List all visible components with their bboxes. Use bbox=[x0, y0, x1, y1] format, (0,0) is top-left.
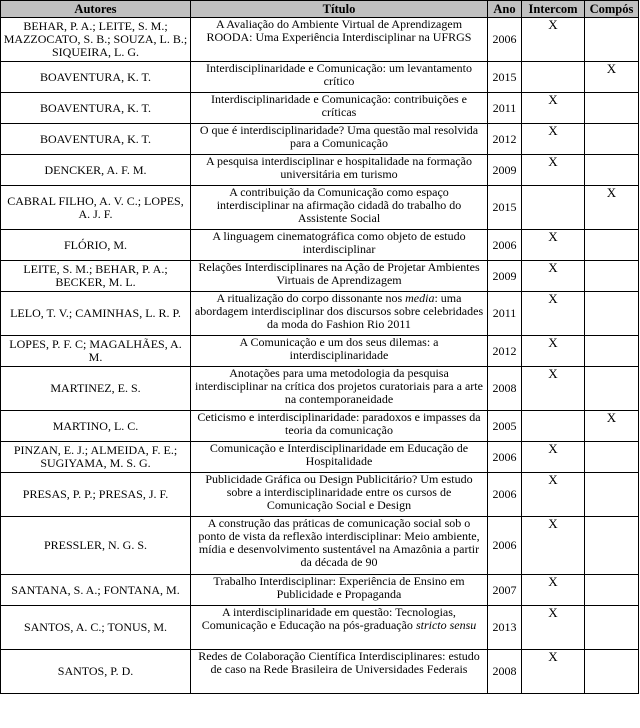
titulo-cell: Interdisciplinaridade e Comunicação: contribuições e críticas bbox=[191, 93, 488, 124]
intercom-cell: X bbox=[522, 606, 585, 650]
intercom-cell: X bbox=[522, 292, 585, 336]
compos-cell: X bbox=[585, 411, 639, 442]
intercom-cell: X bbox=[522, 517, 585, 575]
intercom-cell: X bbox=[522, 336, 585, 367]
table-row bbox=[1, 606, 639, 650]
table-row bbox=[1, 411, 639, 442]
autores-cell: FLÓRIO, M. bbox=[1, 230, 191, 261]
autores-cell: DENCKER, A. F. M. bbox=[1, 155, 191, 186]
intercom-cell: X bbox=[522, 367, 585, 411]
compos-cell bbox=[585, 230, 639, 261]
header-autores: Autores bbox=[1, 1, 191, 18]
intercom-cell: X bbox=[522, 155, 585, 186]
titulo-cell: Publicidade Gráfica ou Design Publicitário? Um estudo sobre a interdisciplinaridade entre os cursos de Comunicação Social e Design bbox=[191, 473, 488, 517]
titulo-cell: Relações Interdisciplinares na Ação de Projetar Ambientes Virtuais de Aprendizagem bbox=[191, 261, 488, 292]
table-row bbox=[1, 18, 639, 62]
intercom-cell: X bbox=[522, 230, 585, 261]
table-row bbox=[1, 62, 639, 93]
autores-cell: SANTOS, A. C.; TONUS, M. bbox=[1, 606, 191, 650]
table-row bbox=[1, 517, 639, 575]
header-compos: Compós bbox=[585, 1, 639, 18]
ano-cell: 2009 bbox=[488, 155, 522, 186]
ano-cell: 2009 bbox=[488, 261, 522, 292]
table-row bbox=[1, 442, 639, 473]
ano-cell: 2012 bbox=[488, 336, 522, 367]
ano-cell: 2007 bbox=[488, 575, 522, 606]
titulo-cell: Comunicação e Interdisciplinaridade em Educação de Hospitalidade bbox=[191, 442, 488, 473]
titulo-cell: Trabalho Interdisciplinar: Experiência de Ensino em Publicidade e Propaganda bbox=[191, 575, 488, 606]
ano-cell: 2011 bbox=[488, 93, 522, 124]
titulo-cell: A Comunicação e um dos seus dilemas: a interdisciplinaridade bbox=[191, 336, 488, 367]
compos-cell bbox=[585, 575, 639, 606]
table-row bbox=[1, 292, 639, 336]
header-ano: Ano bbox=[488, 1, 522, 18]
intercom-cell: X bbox=[522, 124, 585, 155]
ano-cell: 2006 bbox=[488, 473, 522, 517]
autores-cell: LOPES, P. F. C; MAGALHÃES, A. M. bbox=[1, 336, 191, 367]
autores-cell: PRESSLER, N. G. S. bbox=[1, 517, 191, 575]
autores-cell: PINZAN, E. J.; ALMEIDA, F. E.; SUGIYAMA, M. S. G. bbox=[1, 442, 191, 473]
autores-cell: BOAVENTURA, K. T. bbox=[1, 93, 191, 124]
header-intercom: Intercom bbox=[522, 1, 585, 18]
intercom-cell: X bbox=[522, 261, 585, 292]
table-row bbox=[1, 155, 639, 186]
titulo-cell: A contribuição da Comunicação como espaço interdisciplinar na afirmação cidadã do trabalho do Assistente Social bbox=[191, 186, 488, 230]
ano-cell: 2005 bbox=[488, 411, 522, 442]
ano-cell: 2015 bbox=[488, 62, 522, 93]
intercom-cell: X bbox=[522, 93, 585, 124]
titulo-cell bbox=[191, 606, 488, 650]
titulo-cell: Anotações para uma metodologia da pesquisa interdisciplinar na crítica dos projetos curatoriais para a arte na contemporaneidade bbox=[191, 367, 488, 411]
table-row bbox=[1, 93, 639, 124]
intercom-cell: X bbox=[522, 18, 585, 62]
compos-cell bbox=[585, 292, 639, 336]
compos-cell bbox=[585, 517, 639, 575]
titulo-cell: Redes de Colaboração Científica Interdisciplinares: estudo de caso na Rede Brasileira de Universidades Federais bbox=[191, 650, 488, 694]
compos-cell bbox=[585, 367, 639, 411]
titulo-part: A interdisciplinaridade em questão: Tecnologias, Comunicação e Educação na pós-graduação stricto sensu bbox=[201, 605, 477, 632]
table-row bbox=[1, 575, 639, 606]
table-row bbox=[1, 261, 639, 292]
titulo-cell bbox=[191, 292, 488, 336]
intercom-cell: X bbox=[522, 575, 585, 606]
titulo-cell: A pesquisa interdisciplinar e hospitalidade na formação universitária em turismo bbox=[191, 155, 488, 186]
intercom-cell bbox=[522, 411, 585, 442]
titulo-cell: A Avaliação do Ambiente Virtual de Aprendizagem ROODA: Uma Experiência Interdisciplinar na UFRGS bbox=[191, 18, 488, 62]
ano-cell: 2012 bbox=[488, 124, 522, 155]
ano-cell: 2011 bbox=[488, 292, 522, 336]
header-titulo: Título bbox=[191, 1, 488, 18]
table-row bbox=[1, 230, 639, 261]
compos-cell bbox=[585, 155, 639, 186]
intercom-cell: X bbox=[522, 442, 585, 473]
autores-cell: SANTOS, P. D. bbox=[1, 650, 191, 694]
ano-cell: 2008 bbox=[488, 367, 522, 411]
ano-cell: 2006 bbox=[488, 442, 522, 473]
autores-cell: PRESAS, P. P.; PRESAS, J. F. bbox=[1, 473, 191, 517]
autores-cell: CABRAL FILHO, A. V. C.; LOPES, A. J. F. bbox=[1, 186, 191, 230]
table-row bbox=[1, 650, 639, 694]
compos-cell bbox=[585, 18, 639, 62]
autores-cell: BEHAR, P. A.; LEITE, S. M.; MAZZOCATO, S. B.; SOUZA, L. B.; SIQUEIRA, L. G. bbox=[1, 18, 191, 62]
compos-cell bbox=[585, 93, 639, 124]
autores-cell: BOAVENTURA, K. T. bbox=[1, 124, 191, 155]
autores-cell: MARTINO, L. C. bbox=[1, 411, 191, 442]
compos-cell bbox=[585, 473, 639, 517]
compos-cell: X bbox=[585, 186, 639, 230]
titulo-cell: A linguagem cinematográfica como objeto de estudo interdisciplinar bbox=[191, 230, 488, 261]
intercom-cell: X bbox=[522, 650, 585, 694]
ano-cell: 2006 bbox=[488, 18, 522, 62]
compos-cell bbox=[585, 442, 639, 473]
ano-cell: 2006 bbox=[488, 517, 522, 575]
autores-cell: SANTANA, S. A.; FONTANA, M. bbox=[1, 575, 191, 606]
titulo-cell: O que é interdisciplinaridade? Uma questão mal resolvida para a Comunicação bbox=[191, 124, 488, 155]
ano-cell: 2013 bbox=[488, 606, 522, 650]
compos-cell: X bbox=[585, 62, 639, 93]
header-row bbox=[1, 1, 639, 18]
titulo-part: A ritualização do corpo dissonante nos media: uma abordagem interdisciplinar dos discursos sobre celebridades da moda do Fashion Rio 2011 bbox=[194, 291, 484, 331]
table-row bbox=[1, 473, 639, 517]
autores-cell: LELO, T. V.; CAMINHAS, L. R. P. bbox=[1, 292, 191, 336]
table-row bbox=[1, 124, 639, 155]
table-row bbox=[1, 367, 639, 411]
compos-cell bbox=[585, 606, 639, 650]
table-row bbox=[1, 186, 639, 230]
ano-cell: 2015 bbox=[488, 186, 522, 230]
autores-cell: BOAVENTURA, K. T. bbox=[1, 62, 191, 93]
autores-cell: LEITE, S. M.; BEHAR, P. A.; BECKER, M. L. bbox=[1, 261, 191, 292]
ano-cell: 2006 bbox=[488, 230, 522, 261]
intercom-cell: X bbox=[522, 473, 585, 517]
intercom-cell bbox=[522, 186, 585, 230]
titulo-cell: Interdisciplinaridade e Comunicação: um levantamento crítico bbox=[191, 62, 488, 93]
compos-cell bbox=[585, 650, 639, 694]
intercom-cell bbox=[522, 62, 585, 93]
autores-cell: MARTINEZ, E. S. bbox=[1, 367, 191, 411]
compos-cell bbox=[585, 336, 639, 367]
compos-cell bbox=[585, 261, 639, 292]
ano-cell: 2008 bbox=[488, 650, 522, 694]
titulo-cell: Ceticismo e interdisciplinaridade: paradoxos e impasses da teoria da comunicação bbox=[191, 411, 488, 442]
compos-cell bbox=[585, 124, 639, 155]
table-row bbox=[1, 336, 639, 367]
titulo-cell: A construção das práticas de comunicação social sob o ponto de vista da reflexão interdisciplinar: Meio ambiente, mídia e desenvolvimento sustentável na Amazônia a partir da década de 90 bbox=[191, 517, 488, 575]
